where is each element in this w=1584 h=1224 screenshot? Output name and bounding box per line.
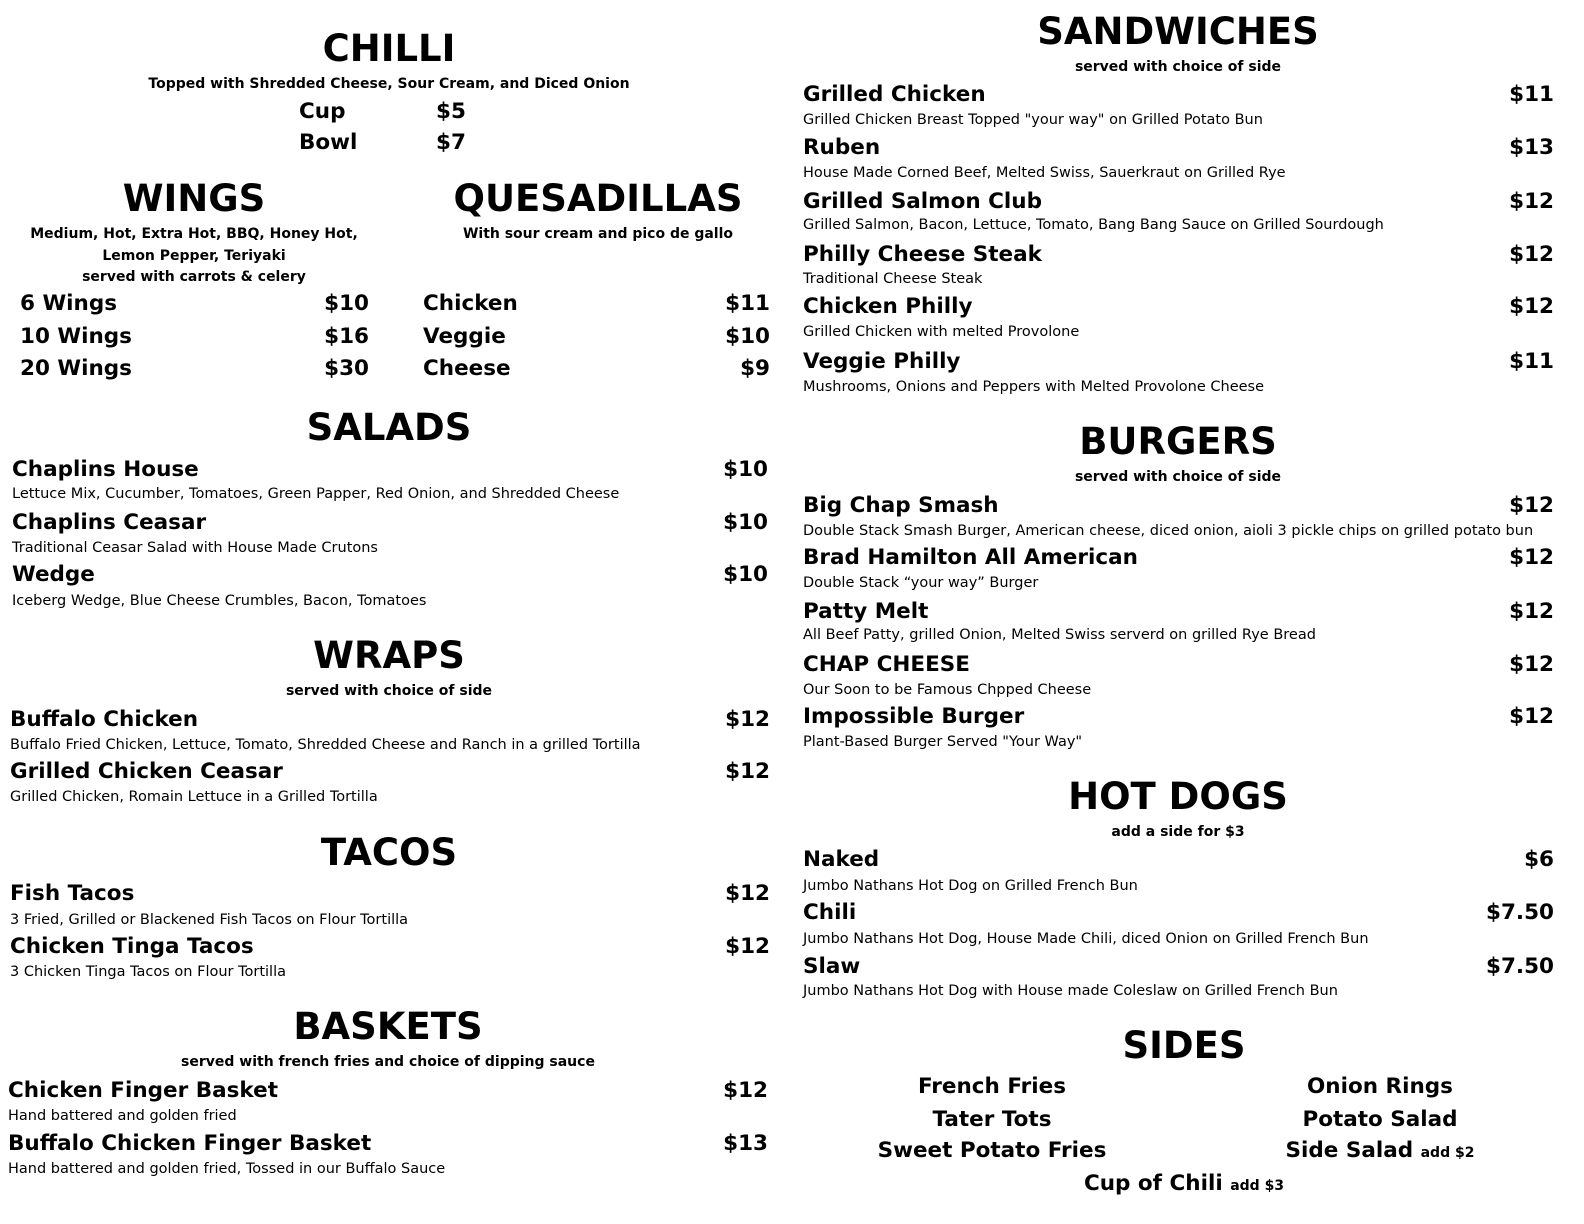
sides-item: Sweet Potato Fries: [877, 1138, 1107, 1163]
salads-title: SALADS: [306, 406, 472, 449]
tacos-item-price: $12: [725, 934, 770, 959]
burgers-item-price: $12: [1509, 545, 1554, 570]
baskets-item-desc: Hand battered and golden fried: [8, 1108, 237, 1124]
sides-item-name: Potato Salad: [1302, 1107, 1458, 1132]
hotdogs-title: HOT DOGS: [1068, 775, 1288, 818]
wings-item-name: 20 Wings: [20, 356, 132, 381]
baskets-item-name: Buffalo Chicken Finger Basket: [8, 1131, 372, 1156]
baskets-item-price: $12: [723, 1078, 768, 1103]
wraps-item-desc: Buffalo Fried Chicken, Lettuce, Tomato, Shredded Cheese and Ranch in a grilled Tortilla: [10, 737, 641, 753]
quesadillas-item-name: Veggie: [423, 324, 506, 349]
sandwiches-item-desc: Mushrooms, Onions and Peppers with Melted Provolone Cheese: [803, 379, 1265, 395]
wings-subtitle-line: served with carrots & celery: [82, 269, 306, 285]
sandwiches-item-price: $11: [1509, 82, 1554, 107]
sides-item: [1230, 1140, 1530, 1162]
quesadillas-item-price: $10: [725, 324, 770, 349]
burgers-subtitle: served with choice of side: [1074, 469, 1282, 485]
salads-item-name: Chaplins Ceasar: [12, 510, 207, 535]
hotdogs-item-name: Naked: [803, 847, 880, 872]
sandwiches-item-price: $13: [1509, 135, 1554, 160]
burgers-item-name: Impossible Burger: [803, 704, 1025, 729]
hotdogs-item-price: $7.50: [1485, 954, 1554, 979]
sides-title: SIDES: [1122, 1024, 1246, 1067]
sandwiches-subtitle: served with choice of side: [1074, 59, 1282, 75]
burgers-item-desc: Our Soon to be Famous Chpped Cheese: [803, 682, 1092, 698]
sandwiches-item-price: $12: [1509, 189, 1554, 214]
salads-item-price: $10: [723, 562, 768, 587]
wings-item-price: $10: [324, 291, 369, 316]
hotdogs-item-name: Slaw: [803, 954, 861, 979]
hotdogs-item-desc: Jumbo Nathans Hot Dog on Grilled French Bun: [803, 878, 1138, 894]
salads-item-desc: Iceberg Wedge, Blue Cheese Crumbles, Bacon, Tomatoes: [12, 593, 427, 609]
hotdogs-item-desc: Jumbo Nathans Hot Dog, House Made Chili, diced Onion on Grilled French Bun: [803, 931, 1369, 947]
quesadillas-item-name: Cheese: [423, 356, 511, 381]
sandwiches-item-name: Chicken Philly: [803, 294, 973, 319]
salads-item-desc: Lettuce Mix, Cucumber, Tomatoes, Green Papper, Red Onion, and Shredded Cheese: [12, 486, 620, 502]
quesadillas-title: QUESADILLAS: [453, 177, 743, 220]
wings-item-name: 10 Wings: [20, 324, 132, 349]
wraps-item-price: $12: [725, 759, 770, 784]
quesadillas-item-price: $11: [725, 291, 770, 316]
burgers-item-price: $12: [1509, 493, 1554, 518]
sides-item: Tater Tots: [932, 1107, 1052, 1132]
tacos-item-desc: 3 Chicken Tinga Tacos on Flour Tortilla: [10, 964, 286, 980]
hotdogs-item-price: $6: [1524, 847, 1554, 872]
salads-item-name: Chaplins House: [12, 457, 199, 482]
sandwiches-item-price: $12: [1509, 294, 1554, 319]
wings-subtitle-line: Lemon Pepper, Teriyaki: [102, 248, 286, 264]
hotdogs-item-price: $7.50: [1485, 900, 1554, 925]
burgers-item-desc: Plant-Based Burger Served "Your Way": [803, 734, 1083, 750]
sandwiches-item-desc: Grilled Chicken with melted Provolone: [803, 324, 1080, 340]
chilli-item-name: Cup: [299, 99, 346, 124]
wings-item-price: $30: [324, 356, 369, 381]
salads-item-price: $10: [723, 457, 768, 482]
burgers-item-desc: Double Stack Smash Burger, American cheese, diced onion, aioli 3 pickle chips on grilled potato bun: [803, 523, 1534, 539]
chilli-item-name: Bowl: [299, 130, 358, 155]
tacos-item-name: Fish Tacos: [10, 881, 135, 906]
tacos-title: TACOS: [320, 831, 458, 874]
wraps-item-desc: Grilled Chicken, Romain Lettuce in a Grilled Tortilla: [10, 789, 378, 805]
salads-item-desc: Traditional Ceasar Salad with House Made Crutons: [12, 540, 378, 556]
quesadillas-subtitle: With sour cream and pico de gallo: [462, 226, 734, 242]
chilli-item-price: $5: [436, 99, 466, 124]
sandwiches-item-price: $12: [1509, 242, 1554, 267]
burgers-item-desc: Double Stack “your way” Burger: [803, 575, 1039, 591]
burgers-item-name: Patty Melt: [803, 599, 929, 624]
tacos-item-desc: 3 Fried, Grilled or Blackened Fish Tacos on Flour Tortilla: [10, 912, 409, 928]
sandwiches-item-price: $11: [1509, 349, 1554, 374]
burgers-item-price: $12: [1509, 652, 1554, 677]
wings-title: WINGS: [122, 177, 266, 220]
sandwiches-item-desc: Grilled Salmon, Bacon, Lettuce, Tomato, Bang Bang Sauce on Grilled Sourdough: [803, 217, 1384, 233]
salads-item-name: Wedge: [12, 562, 95, 587]
hotdogs-item-name: Chili: [803, 900, 857, 925]
sides-item: [1230, 1109, 1530, 1131]
burgers-item-price: $12: [1509, 704, 1554, 729]
tacos-item-price: $12: [725, 881, 770, 906]
wings-item-name: 6 Wings: [20, 291, 118, 316]
baskets-title: BASKETS: [293, 1005, 483, 1048]
sandwiches-item-desc: Grilled Chicken Breast Topped "your way" on Grilled Potato Bun: [803, 112, 1263, 128]
chilli-subtitle: Topped with Shredded Cheese, Sour Cream, and Diced Onion: [148, 76, 630, 92]
sandwiches-item-name: Ruben: [803, 135, 881, 160]
sandwiches-item-name: Philly Cheese Steak: [803, 242, 1042, 267]
wings-item-price: $16: [324, 324, 369, 349]
sandwiches-item-desc: Traditional Cheese Steak: [803, 271, 983, 287]
burgers-item-name: CHAP CHEESE: [803, 652, 970, 677]
sides-item: French Fries: [917, 1074, 1066, 1099]
quesadillas-item-price: $9: [740, 356, 770, 381]
sides-item-addon: add $2: [1420, 1145, 1475, 1161]
baskets-item-price: $13: [723, 1131, 768, 1156]
burgers-title: BURGERS: [1079, 420, 1277, 463]
sides-item-name: Side Salad: [1285, 1138, 1414, 1163]
sandwiches-title: SANDWICHES: [1037, 10, 1319, 53]
sides-item-addon: add $3: [1230, 1178, 1285, 1194]
hotdogs-item-desc: Jumbo Nathans Hot Dog with House made Coleslaw on Grilled French Bun: [803, 983, 1338, 999]
burgers-item-price: $12: [1509, 599, 1554, 624]
wings-subtitle-line: Medium, Hot, Extra Hot, BBQ, Honey Hot,: [30, 226, 358, 242]
sides-item-name: Cup of Chili: [1083, 1171, 1223, 1196]
wraps-title: WRAPS: [313, 634, 465, 677]
wraps-item-name: Buffalo Chicken: [10, 707, 199, 732]
sandwiches-item-name: Grilled Salmon Club: [803, 189, 1042, 214]
burgers-item-desc: All Beef Patty, grilled Onion, Melted Swiss serverd on grilled Rye Bread: [803, 627, 1316, 643]
tacos-item-name: Chicken Tinga Tacos: [10, 934, 254, 959]
quesadillas-item-name: Chicken: [423, 291, 518, 316]
sides-item-name: Onion Rings: [1307, 1074, 1453, 1099]
baskets-subtitle: served with french fries and choice of dipping sauce: [181, 1054, 595, 1070]
hotdogs-subtitle: add a side for $3: [1111, 824, 1245, 840]
baskets-item-desc: Hand battered and golden fried, Tossed in our Buffalo Sauce: [8, 1161, 446, 1177]
chilli-item-price: $7: [436, 130, 466, 155]
wraps-subtitle: served with choice of side: [285, 683, 493, 699]
sides-item: [1034, 1173, 1334, 1195]
salads-item-price: $10: [723, 510, 768, 535]
sandwiches-item-name: Grilled Chicken: [803, 82, 986, 107]
chilli-title: CHILLI: [322, 27, 456, 70]
baskets-item-name: Chicken Finger Basket: [8, 1078, 278, 1103]
burgers-item-name: Brad Hamilton All American: [803, 545, 1138, 570]
burgers-item-name: Big Chap Smash: [803, 493, 999, 518]
wraps-item-price: $12: [725, 707, 770, 732]
wraps-item-name: Grilled Chicken Ceasar: [10, 759, 283, 784]
sandwiches-item-desc: House Made Corned Beef, Melted Swiss, Sauerkraut on Grilled Rye: [803, 165, 1286, 181]
sandwiches-item-name: Veggie Philly: [803, 349, 961, 374]
sides-item: [1230, 1076, 1530, 1098]
